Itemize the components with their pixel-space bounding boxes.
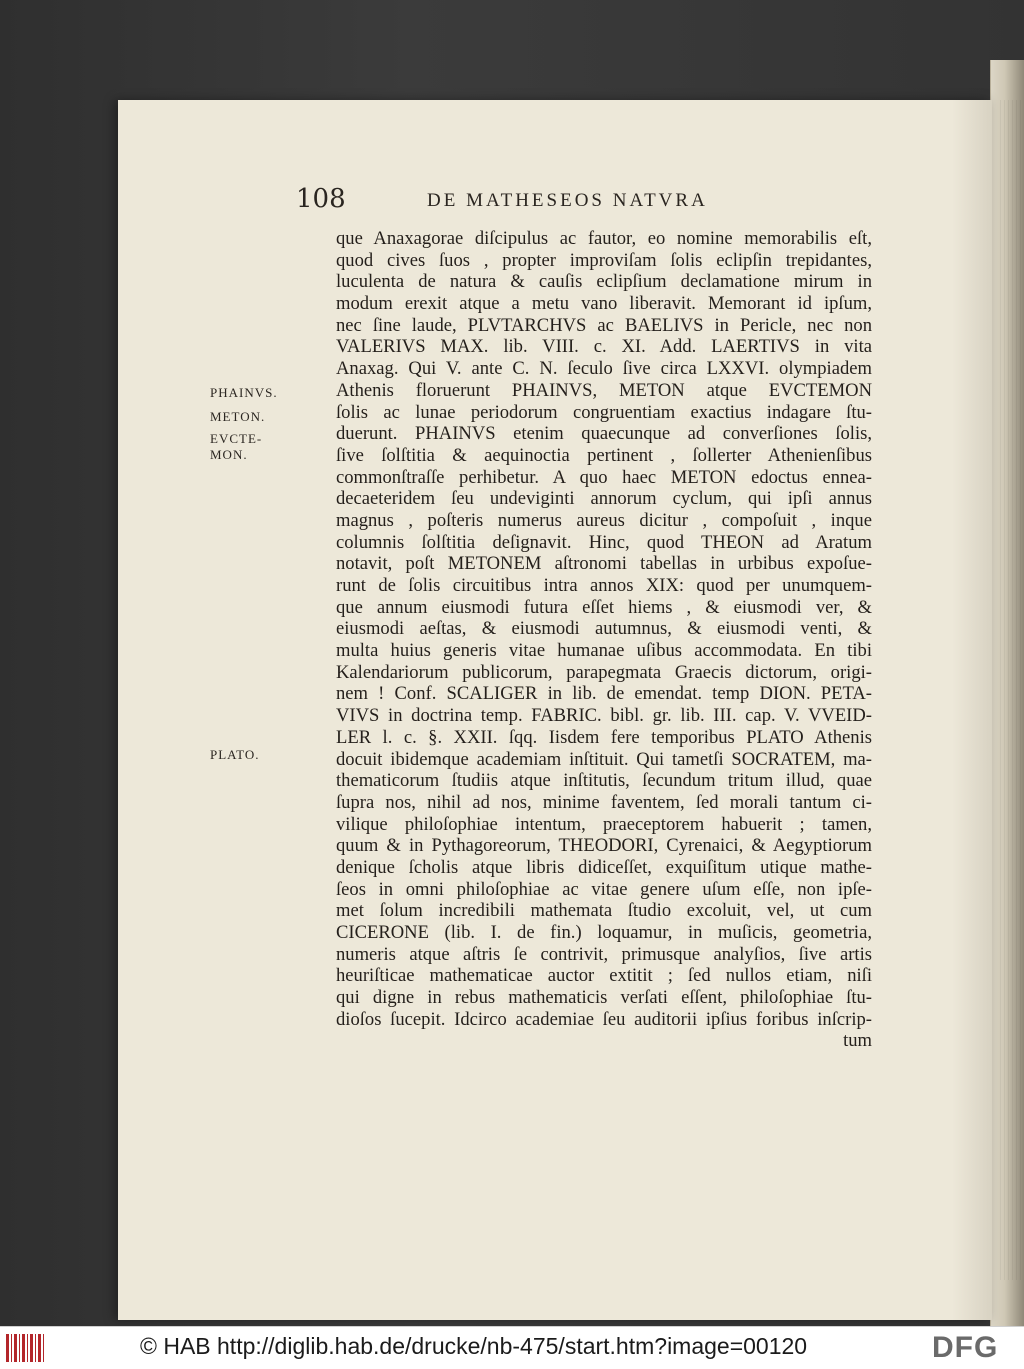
text-line: runt de ſolis circuitibus intra annos XIX: quod per unumquem-: [336, 575, 872, 596]
text-line: nec ſine laude, PLVTARCHVS ac BAELIVS in Pericle, nec non: [336, 314, 872, 336]
text-line: commonſtraſſe perhibetur. A quo haec METON edoctus ennea-: [336, 466, 872, 488]
text-line: Anaxag. Qui V. ante C. N. ſeculo ſive circa LXXVI. olympiadem: [336, 358, 872, 380]
text-line: quod cives ſuos , propter improviſam ſolis eclipſin trepidantes,: [336, 249, 872, 271]
text-line: heuriſticae mathematicae auctor extitit ; ſed nullos etiam, niſi: [336, 965, 872, 987]
text-line: que Anaxagorae diſcipulus ac fautor, eo nomine memorabilis eſt,: [336, 228, 872, 249]
page-number: 108: [296, 184, 346, 214]
barcode-icon: [6, 1334, 44, 1362]
text-line: thematicorum ſtudiis atque inſtitutis, ſecundum tritum illud, quae: [336, 770, 872, 792]
text-line: notavit, poſt METONEM aſtronomi tabellas in urbibus expoſue-: [336, 553, 872, 575]
text-line: Athenis floruerunt PHAINVS, METON atque EVCTEMON: [336, 379, 872, 401]
text-line: dioſos ſucepit. Idcirco academiae ſeu auditorii ipſius foribus inſcrip-: [336, 1008, 872, 1030]
page-stack-lines: [1000, 100, 1024, 1280]
copyright-link[interactable]: © HAB http://diglib.hab.de/drucke/nb-475/start.htm?image=00120: [140, 1333, 808, 1359]
running-head: [296, 184, 766, 220]
text-line: magnus , poſteris numerus aureus dicitur , compoſuit , inque: [336, 509, 872, 531]
margin-note-meton: METON.: [210, 409, 266, 424]
book-page: [118, 100, 992, 1320]
dfg-logo: DFG: [932, 1331, 999, 1364]
text-line: VALERIVS MAX. lib. VIII. c. XI. Add. LAERTIVS in vita: [336, 336, 872, 358]
text-line: numeris atque aſtris ſe contrivit, primusque analyſios, ſive artis: [336, 943, 872, 965]
viewer-footer: [0, 1326, 1024, 1369]
body-text: [336, 228, 872, 1052]
text-line: ſive ſolſtitia & aequinoctia pertinent , ſollerter Athenienſibus: [336, 444, 872, 466]
text-line: CICERONE (lib. I. de fin.) loquamur, in muſicis, geometria,: [336, 922, 872, 943]
text-line: denique ſcholis atque libris didiceſſet, exquiſitum utique mathe-: [336, 856, 872, 878]
text-line: multa huius generis vitae humanae uſibus accommodata. En tibi: [336, 640, 872, 662]
margin-note-mon: MON.: [210, 447, 248, 462]
text-line: docuit ibidemque academiam inſtituit. Qui tametſi SOCRATEM, ma-: [336, 748, 872, 770]
text-line: LER l. c. §. XXII. ſqq. Iisdem fere temporibus PLATO Athenis: [336, 726, 872, 748]
margin-note-plato: PLATO.: [210, 747, 260, 762]
text-line: Kalendariorum publicorum, parapegmata Graecis dictorum, origi-: [336, 661, 872, 683]
text-line: eiusmodi aeſtas, & eiusmodi autumnus, & eiusmodi venti, &: [336, 618, 872, 640]
text-line: decaeteridem ſeu undeviginti annorum cyclum, qui ipſi annus: [336, 488, 872, 510]
text-line: ſolis ac lunae periodorum congruentiam exactius indagare ſtu-: [336, 401, 872, 423]
margin-note-eucte: EVCTE-: [210, 431, 263, 446]
margin-note-phainus: PHAINVS.: [210, 385, 278, 400]
text-line: vilique philoſophiae intentum, praeceptorem habuerit ; tamen,: [336, 813, 872, 835]
text-line: nem ! Conf. SCALIGER in lib. de emendat. temp DION. PETA-: [336, 683, 872, 705]
text-line: modum erexit atque a metu vano liberavit. Memorant id ipſum,: [336, 293, 872, 315]
text-line: ſupra nos, nihil ad nos, minime faventem, ſed morali tantum ci-: [336, 791, 872, 813]
text-line: luculenta de natura & cauſis eclipſium declamatione mirum in: [336, 271, 872, 293]
text-line: que annum eiusmodi futura eſſet hiems , & eiusmodi ver, &: [336, 596, 872, 618]
text-line: columnis ſolſtitia deſignavit. Hinc, quod THEON ad Aratum: [336, 531, 872, 553]
text-line: duerunt. PHAINVS etenim quaecunque ad converſiones ſolis,: [336, 423, 872, 445]
text-line: qui digne in rebus mathematicis verſati eſſent, philoſophiae ſtu-: [336, 987, 872, 1009]
text-line: VIVS in doctrina temp. FABRIC. bibl. gr. lib. III. cap. V. VVEID-: [336, 705, 872, 727]
text-line: quum & in Pythagoreorum, THEODORI, Cyrenaici, & Aegyptiorum: [336, 835, 872, 857]
text-line: met ſolum incredibili mathemata ſtudio excoluit, vel, ut cum: [336, 900, 872, 922]
catchword: tum: [843, 1030, 872, 1052]
text-line: ſeos in omni philoſophiae ac vitae genere uſum eſſe, non ipſe-: [336, 878, 872, 900]
running-head-title: DE MATHESEOS NATVRA: [427, 190, 708, 211]
